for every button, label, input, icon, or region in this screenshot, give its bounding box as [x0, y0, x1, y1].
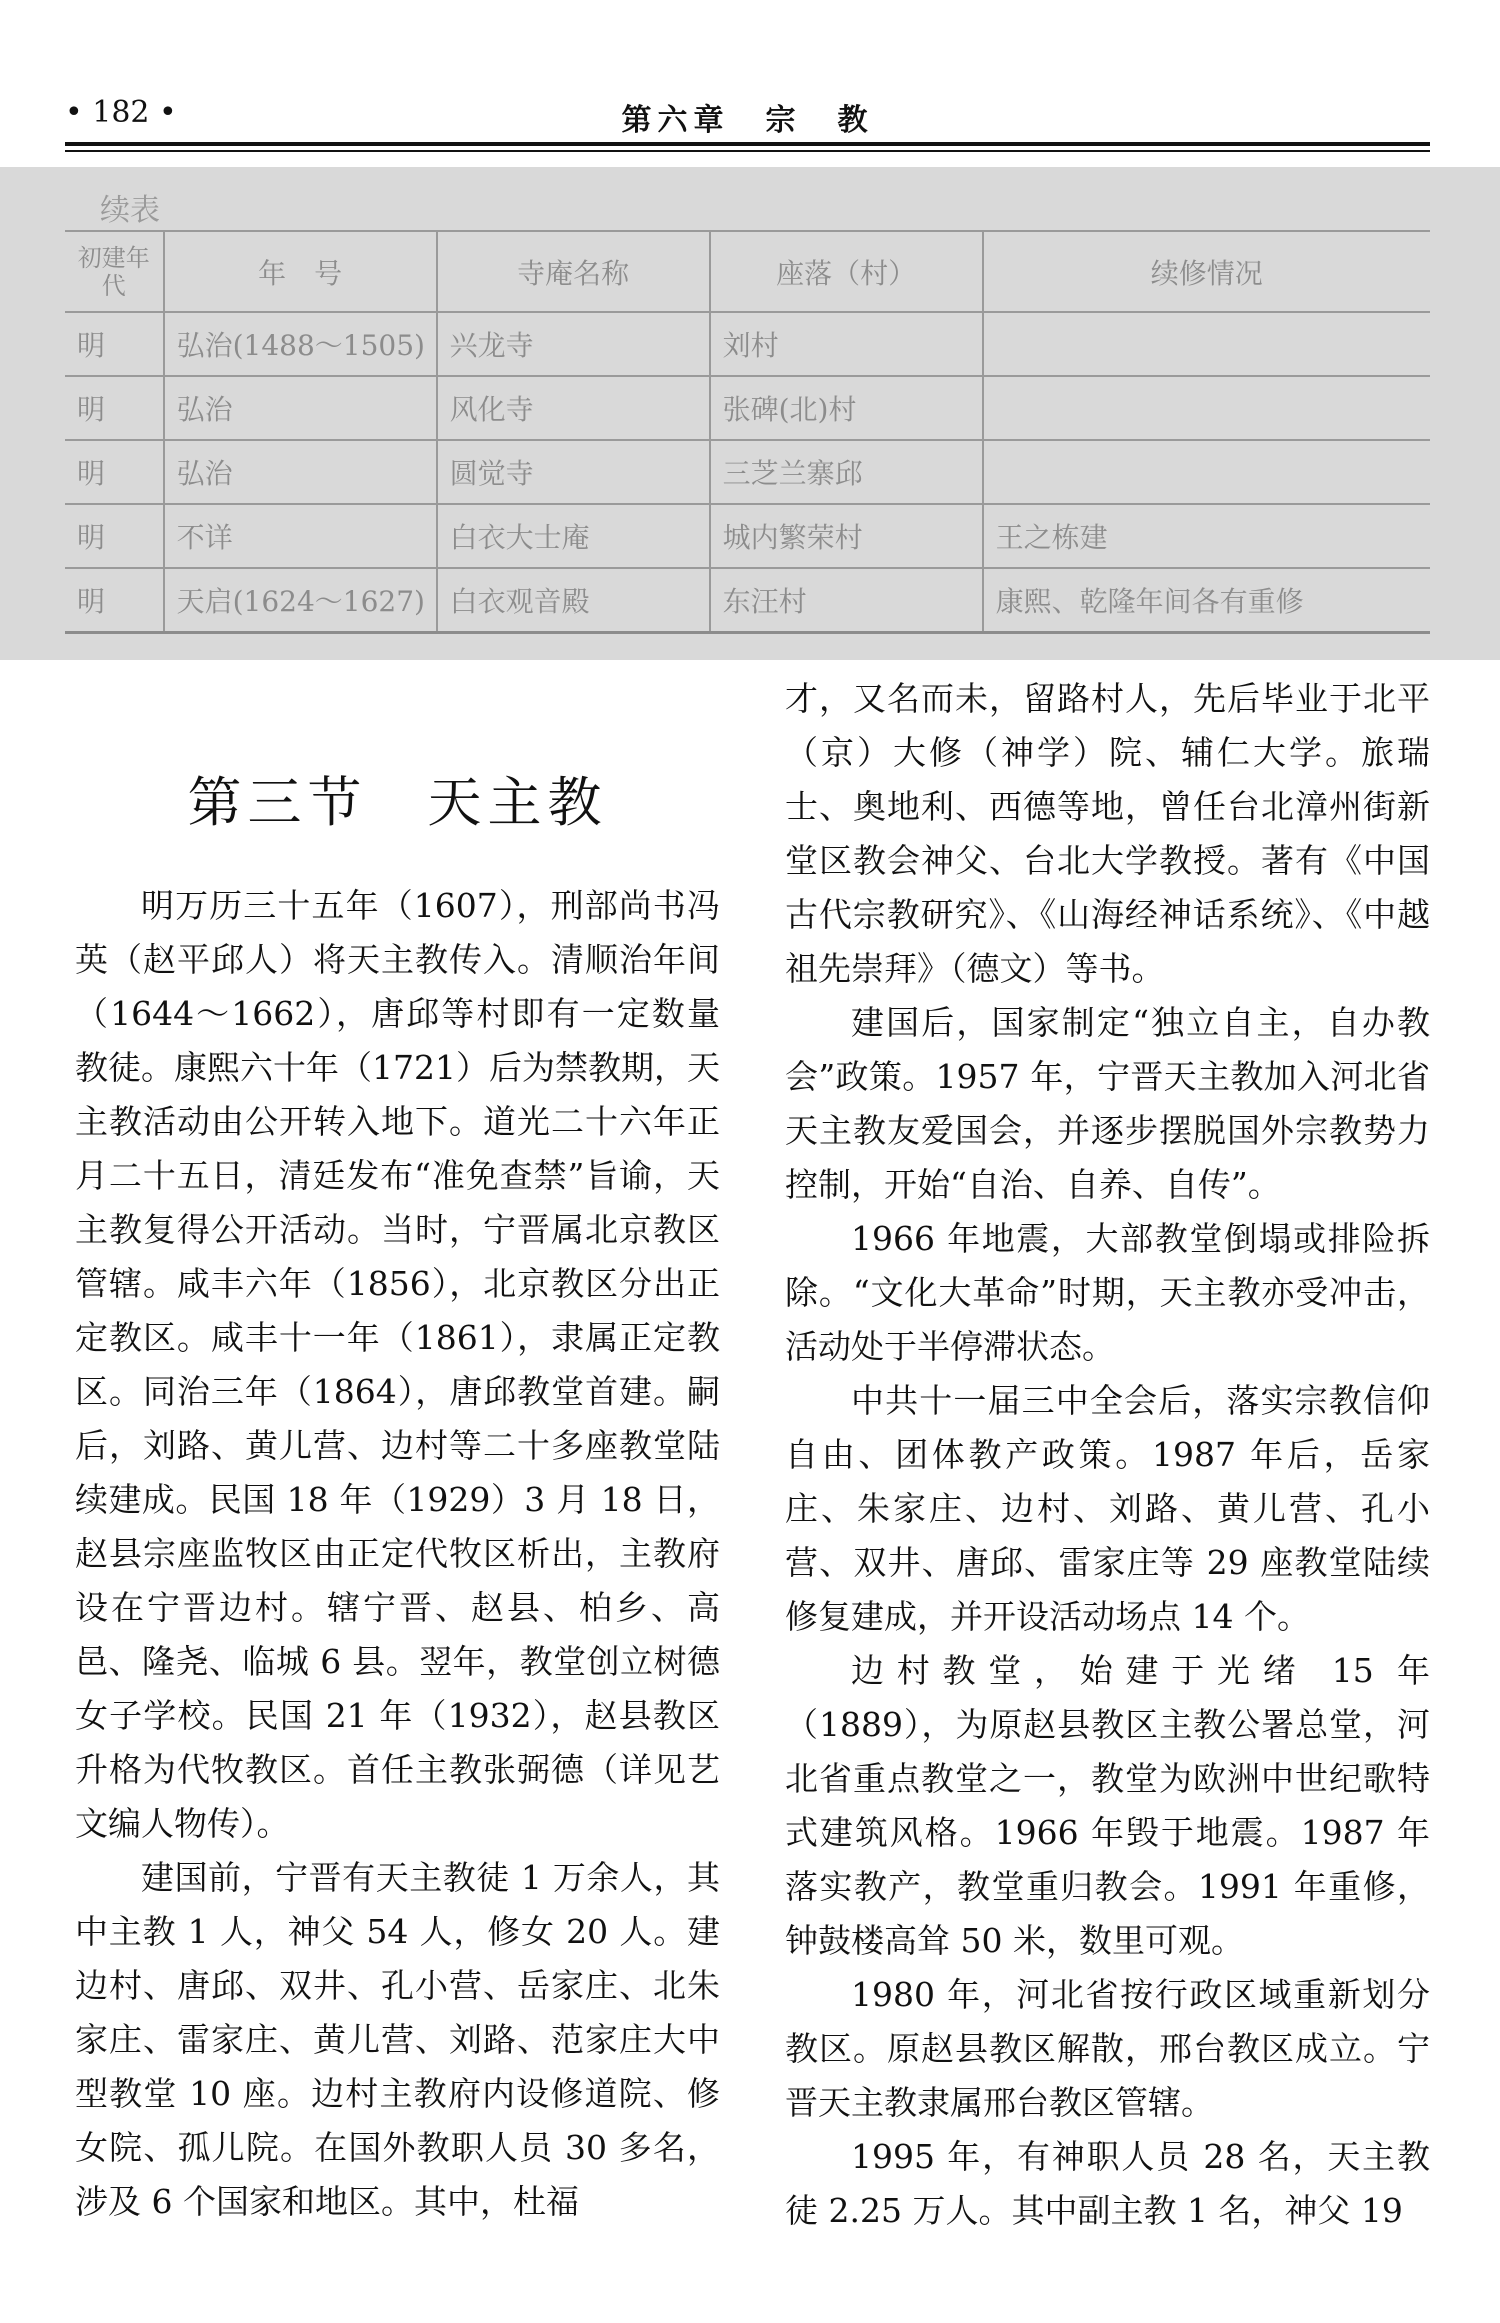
table-row	[65, 504, 1430, 568]
table-cell	[983, 376, 1430, 440]
table-header-row	[65, 231, 1430, 312]
header-rule-thick	[65, 142, 1430, 146]
table-cell	[983, 440, 1430, 504]
table-row	[65, 568, 1430, 633]
body-paragraph: 1995 年，有神职人员 28 名，天主教徒 2.25 万人。其中副主教 1 名，神父 19	[785, 2137, 1430, 2230]
right-column	[785, 672, 1430, 2238]
table-cell: 白衣观音殿	[437, 568, 710, 633]
header-cell: 续修情况	[983, 231, 1430, 312]
table-cell: 明	[65, 376, 164, 440]
header-cell: 座落（村）	[710, 231, 983, 312]
table-cell: 康熙、乾隆年间各有重修	[983, 568, 1430, 633]
body-paragraph: 1980 年，河北省按行政区域重新划分教区。原赵县教区解散，邢台教区成立。宁晋天主教隶属邢台教区管辖。	[785, 1975, 1430, 2122]
table-cell: 明	[65, 568, 164, 633]
table-cell: 城内繁荣村	[710, 504, 983, 568]
table-cell: 张碑(北)村	[710, 376, 983, 440]
table-cell: 白衣大士庵	[437, 504, 710, 568]
table-row	[65, 312, 1430, 376]
table-cell: 明	[65, 312, 164, 376]
table-row	[65, 440, 1430, 504]
table-cell	[983, 312, 1430, 376]
body-paragraph: 建国后，国家制定“独立自主，自办教会”政策。1957 年，宁晋天主教加入河北省天主教友爱国会，并逐步摆脱国外宗教势力控制，开始“自治、自养、自传”。	[785, 1003, 1430, 1204]
body-paragraph-continued: 才，又名而未，留路村人，先后毕业于北平（京）大修（神学）院、辅仁大学。旅瑞士、奥地利、西德等地，曾任台北漳州街新堂区教会神父、台北大学教授。著有《中国古代宗教研究》、《山海经神话系统》、《中越祖先崇拜》（德文）等书。	[785, 679, 1430, 988]
table-row	[65, 376, 1430, 440]
table-cell: 兴龙寺	[437, 312, 710, 376]
section-title: 第三节 天主教	[187, 771, 608, 834]
running-header	[65, 95, 1430, 138]
table-cell: 风化寺	[437, 376, 710, 440]
body-paragraph: 1966 年地震，大部教堂倒塌或排险拆除。“文化大革命”时期，天主教亦受冲击，活动处于半停滞状态。	[785, 1219, 1430, 1366]
header-cell: 初建年代	[65, 231, 164, 312]
chapter-title: 第六章 宗 教	[621, 103, 874, 138]
table-cell: 弘治	[164, 440, 437, 504]
table-cell: 明	[65, 440, 164, 504]
body-paragraph: 建国前，宁晋有天主教徒 1 万余人，其中主教 1 人，神父 54 人，修女 20 人。建边村、唐邱、双井、孔小营、岳家庄、北朱家庄、雷家庄、黄儿营、刘路、范家庄大中型教堂 10 座。边村主教府内设修道院、修女院、孤儿院。在国外教职人员 30 多名，涉及 6 个国家和地区。其中，杜福	[75, 1858, 720, 2221]
table-cell: 明	[65, 504, 164, 568]
body-paragraph: 边村教堂，始建于光绪 15 年（1889），为原赵县教区主教公署总堂，河北省重点教堂之一，教堂为欧洲中世纪歌特式建筑风格。1966 年毁于地震。1987 年落实教产，教堂重归教会。1991 年重修，钟鼓楼高耸 50 米，数里可观。	[785, 1651, 1430, 1960]
table-cell: 不详	[164, 504, 437, 568]
page-number: • 182 •	[65, 95, 177, 130]
header-cell: 年 号	[164, 231, 437, 312]
table-cell: 弘治(1488～1505)	[164, 312, 437, 376]
table-cell: 刘村	[710, 312, 983, 376]
table-cell: 王之栋建	[983, 504, 1430, 568]
table-cell: 弘治	[164, 376, 437, 440]
table-region	[0, 167, 1500, 660]
header-cell: 寺庵名称	[437, 231, 710, 312]
table-cell: 三芝兰寨邱	[710, 440, 983, 504]
table-cell: 天启(1624～1627)	[164, 568, 437, 633]
left-column	[75, 660, 720, 2229]
body-paragraph: 明万历三十五年（1607），刑部尚书冯英（赵平邱人）将天主教传入。清顺治年间（1644～1662），唐邱等村即有一定数量教徒。康熙六十年（1721）后为禁教期，天主教活动由公开转入地下。道光二十六年正月二十五日，清廷发布“准免查禁”旨谕，天主教复得公开活动。当时，宁晋属北京教区管辖。咸丰六年（1856），北京教区分出正定教区。咸丰十一年（1861），隶属正定教区。同治三年（1864），唐邱教堂首建。嗣后，刘路、黄儿营、边村等二十多座教堂陆续建成。民国 18 年（1929）3 月 18 日，赵县宗座监牧区由正定代牧区析出，主教府设在宁晋边村。辖宁晋、赵县、柏乡、高邑、隆尧、临城 6 县。翌年，教堂创立树德女子学校。民国 21 年（1932），赵县教区升格为代牧教区。首任主教张弼德（详见艺文编人物传）。	[75, 886, 720, 1843]
table-cell: 东汪村	[710, 568, 983, 633]
temple-table	[65, 230, 1430, 634]
table-continued-label: 续表	[100, 193, 160, 228]
body-paragraph: 中共十一届三中全会后，落实宗教信仰自由、团体教产政策。1987 年后，岳家庄、朱家庄、边村、刘路、黄儿营、孔小营、双井、唐邱、雷家庄等 29 座教堂陆续修复建成，并开设活动场点 14 个。	[785, 1381, 1430, 1636]
table-cell: 圆觉寺	[437, 440, 710, 504]
header-rule-thin	[65, 150, 1430, 152]
